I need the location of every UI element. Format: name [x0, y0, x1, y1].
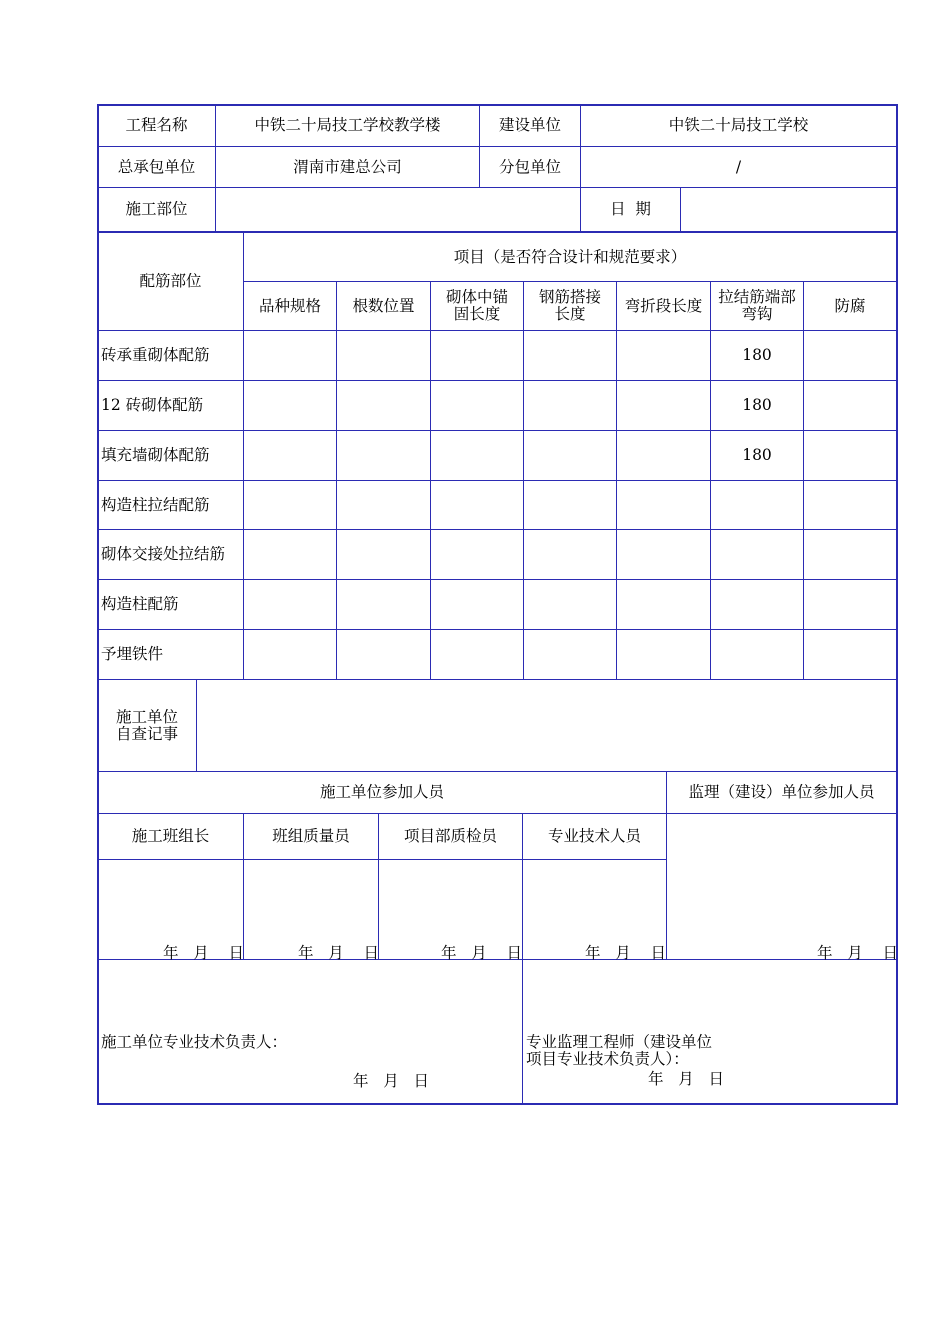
table-cell[interactable]	[524, 431, 616, 480]
date-value[interactable]	[681, 188, 896, 231]
column-header: 根数位置	[352, 296, 415, 315]
project-name-label: 工程名称	[125, 116, 188, 134]
table-cell[interactable]	[431, 580, 523, 629]
project-name-value[interactable]: 中铁二十局技工学校教学楼	[254, 116, 441, 134]
table-cell[interactable]	[431, 481, 523, 529]
contractor-tech-lead-label: 施工单位专业技术负责人：	[101, 1033, 288, 1051]
subcontractor-value[interactable]: /	[735, 157, 742, 176]
role-header: 专业技术人员	[547, 827, 641, 845]
table-cell[interactable]	[617, 381, 710, 430]
table-cell[interactable]	[804, 530, 896, 579]
row-label: 予埋铁件	[101, 645, 164, 663]
role-header: 项目部质检员	[403, 827, 497, 845]
sign-date: 年 月 日	[163, 944, 244, 962]
construction-part-label: 施工部位	[125, 200, 188, 218]
table-cell[interactable]	[804, 431, 896, 480]
table-cell[interactable]	[431, 431, 523, 480]
column-header: 钢筋搭接 长度	[538, 288, 601, 323]
supervisor-participants-title: 监理（建设）单位参加人员	[688, 783, 875, 801]
sign-date: 年 月 日	[441, 944, 522, 962]
row-header-label: 配筋部位	[139, 272, 202, 290]
table-cell[interactable]: 180	[742, 346, 772, 364]
table-cell[interactable]	[431, 530, 523, 579]
table-cell[interactable]	[337, 630, 430, 679]
contractor-sign-date: 年 月 日	[353, 1072, 430, 1090]
contractor-participants-title: 施工单位参加人员	[319, 783, 444, 801]
table-cell[interactable]	[244, 630, 336, 679]
row-label: 12 砖砌体配筋	[101, 396, 204, 414]
column-header: 砌体中锚 固长度	[445, 288, 508, 323]
table-cell[interactable]	[617, 331, 710, 380]
sign-date: 年 月 日	[585, 944, 666, 962]
table-cell[interactable]	[524, 331, 616, 380]
table-cell[interactable]	[431, 630, 523, 679]
table-cell[interactable]	[524, 381, 616, 430]
column-header: 拉结筋端部 弯钩	[718, 288, 796, 323]
column-header: 弯折段长度	[624, 296, 703, 315]
construction-part-value[interactable]	[216, 188, 580, 231]
supervisor-engineer-label: 专业监理工程师（建设单位 项目专业技术负责人）：	[526, 1033, 713, 1068]
table-cell[interactable]	[804, 381, 896, 430]
table-cell[interactable]	[524, 580, 616, 629]
row-label: 填充墙砌体配筋	[101, 446, 210, 464]
role-header: 班组质量员	[272, 827, 350, 845]
self-check-content[interactable]	[197, 680, 896, 771]
table-cell[interactable]	[337, 331, 430, 380]
column-header: 防腐	[834, 296, 866, 315]
table-cell[interactable]	[524, 630, 616, 679]
table-cell[interactable]	[804, 331, 896, 380]
table-cell[interactable]	[244, 481, 336, 529]
subcontractor-label: 分包单位	[498, 157, 561, 176]
table-cell[interactable]	[804, 580, 896, 629]
row-label: 砖承重砌体配筋	[101, 346, 210, 364]
table-cell[interactable]	[337, 431, 430, 480]
owner-label: 建设单位	[498, 116, 561, 134]
supervisor-sign-date: 年 月 日	[648, 1070, 725, 1088]
table-cell[interactable]	[524, 481, 616, 529]
row-label: 砌体交接处拉结筋	[101, 545, 226, 563]
table-cell[interactable]	[244, 381, 336, 430]
table-cell[interactable]	[337, 530, 430, 579]
self-check-label: 施工单位 自查记事	[115, 707, 178, 743]
table-cell[interactable]	[617, 481, 710, 529]
table-cell[interactable]	[524, 530, 616, 579]
role-header: 施工班组长	[131, 827, 210, 845]
table-cell[interactable]	[617, 530, 710, 579]
table-cell[interactable]	[244, 580, 336, 629]
sign-date: 年 月 日	[298, 944, 379, 962]
row-label: 构造柱拉结配筋	[101, 495, 210, 514]
table-cell[interactable]	[804, 630, 896, 679]
rule	[522, 959, 523, 1104]
table-cell[interactable]	[617, 580, 710, 629]
table-cell[interactable]	[337, 381, 430, 430]
table-cell[interactable]	[711, 530, 803, 579]
table-cell[interactable]	[244, 431, 336, 480]
table-cell[interactable]: 180	[742, 446, 772, 464]
rule	[98, 859, 666, 860]
table-cell[interactable]	[431, 381, 523, 430]
table-cell[interactable]	[617, 630, 710, 679]
group-header: 项目（是否符合设计和规范要求）	[453, 247, 687, 266]
border-bottom	[98, 1103, 898, 1105]
table-cell[interactable]	[804, 481, 896, 529]
date-label: 日 期	[610, 200, 651, 218]
sign-date: 年 月 日	[817, 944, 898, 962]
table-cell[interactable]	[244, 530, 336, 579]
owner-value[interactable]: 中铁二十局技工学校	[668, 116, 809, 134]
table-cell[interactable]	[711, 630, 803, 679]
row-label: 构造柱配筋	[101, 595, 179, 613]
column-header: 品种规格	[258, 296, 321, 315]
table-cell[interactable]	[431, 331, 523, 380]
table-cell[interactable]	[711, 481, 803, 529]
table-cell[interactable]	[617, 431, 710, 480]
general-contractor-value[interactable]: 渭南市建总公司	[293, 157, 402, 176]
table-cell[interactable]	[337, 580, 430, 629]
table-cell[interactable]	[711, 580, 803, 629]
table-cell[interactable]	[244, 331, 336, 380]
table-cell[interactable]	[337, 481, 430, 529]
table-cell[interactable]: 180	[742, 396, 772, 414]
general-contractor-label: 总承包单位	[117, 157, 196, 176]
